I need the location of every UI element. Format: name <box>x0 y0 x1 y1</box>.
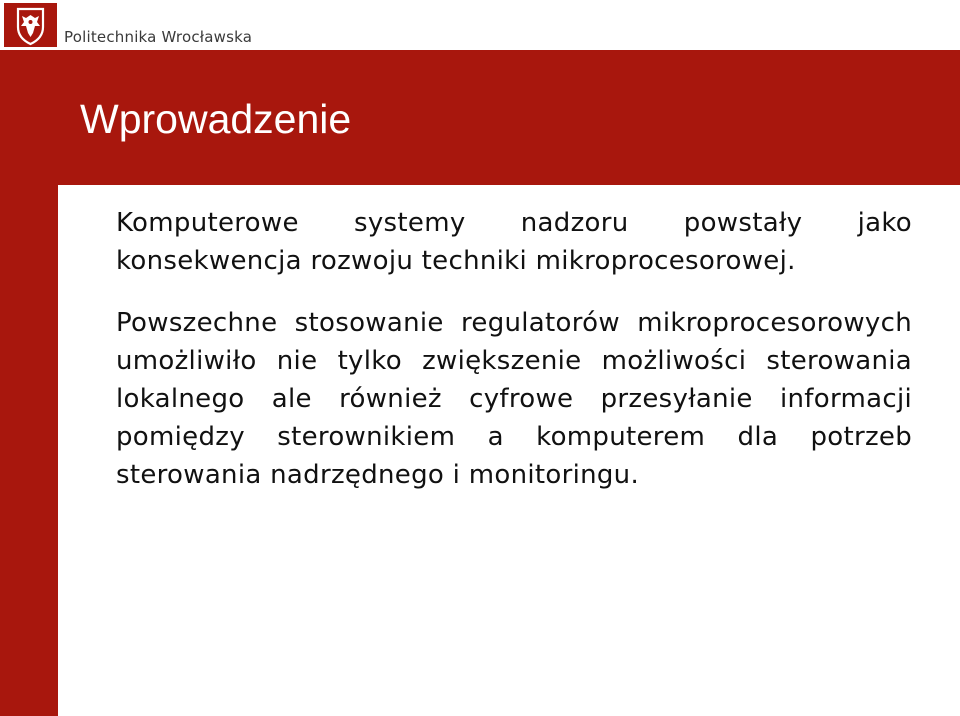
slide-content <box>116 204 912 494</box>
eagle-crest-icon <box>4 3 57 47</box>
university-name: Politechnika Wrocławska <box>64 28 253 46</box>
left-accent-bar <box>0 50 58 716</box>
paragraph-intro: Komputerowe systemy nadzoru powstały jako konsekwencja rozwoju techniki mikroprocesorowej. <box>116 208 912 276</box>
paragraph-controllers: Powszechne stosowanie regulatorów mikroprocesorowych umożliwiło nie tylko zwiększenie możliwości sterowania lokalnego ale również cyfrowe przesyłanie informacji pomiędzy sterownikiem a komputerem dla potrzeb sterowania nadrzędnego i monitoringu. <box>116 308 912 490</box>
slide-title: Wprowadzenie <box>80 96 352 142</box>
university-logo <box>4 3 57 47</box>
